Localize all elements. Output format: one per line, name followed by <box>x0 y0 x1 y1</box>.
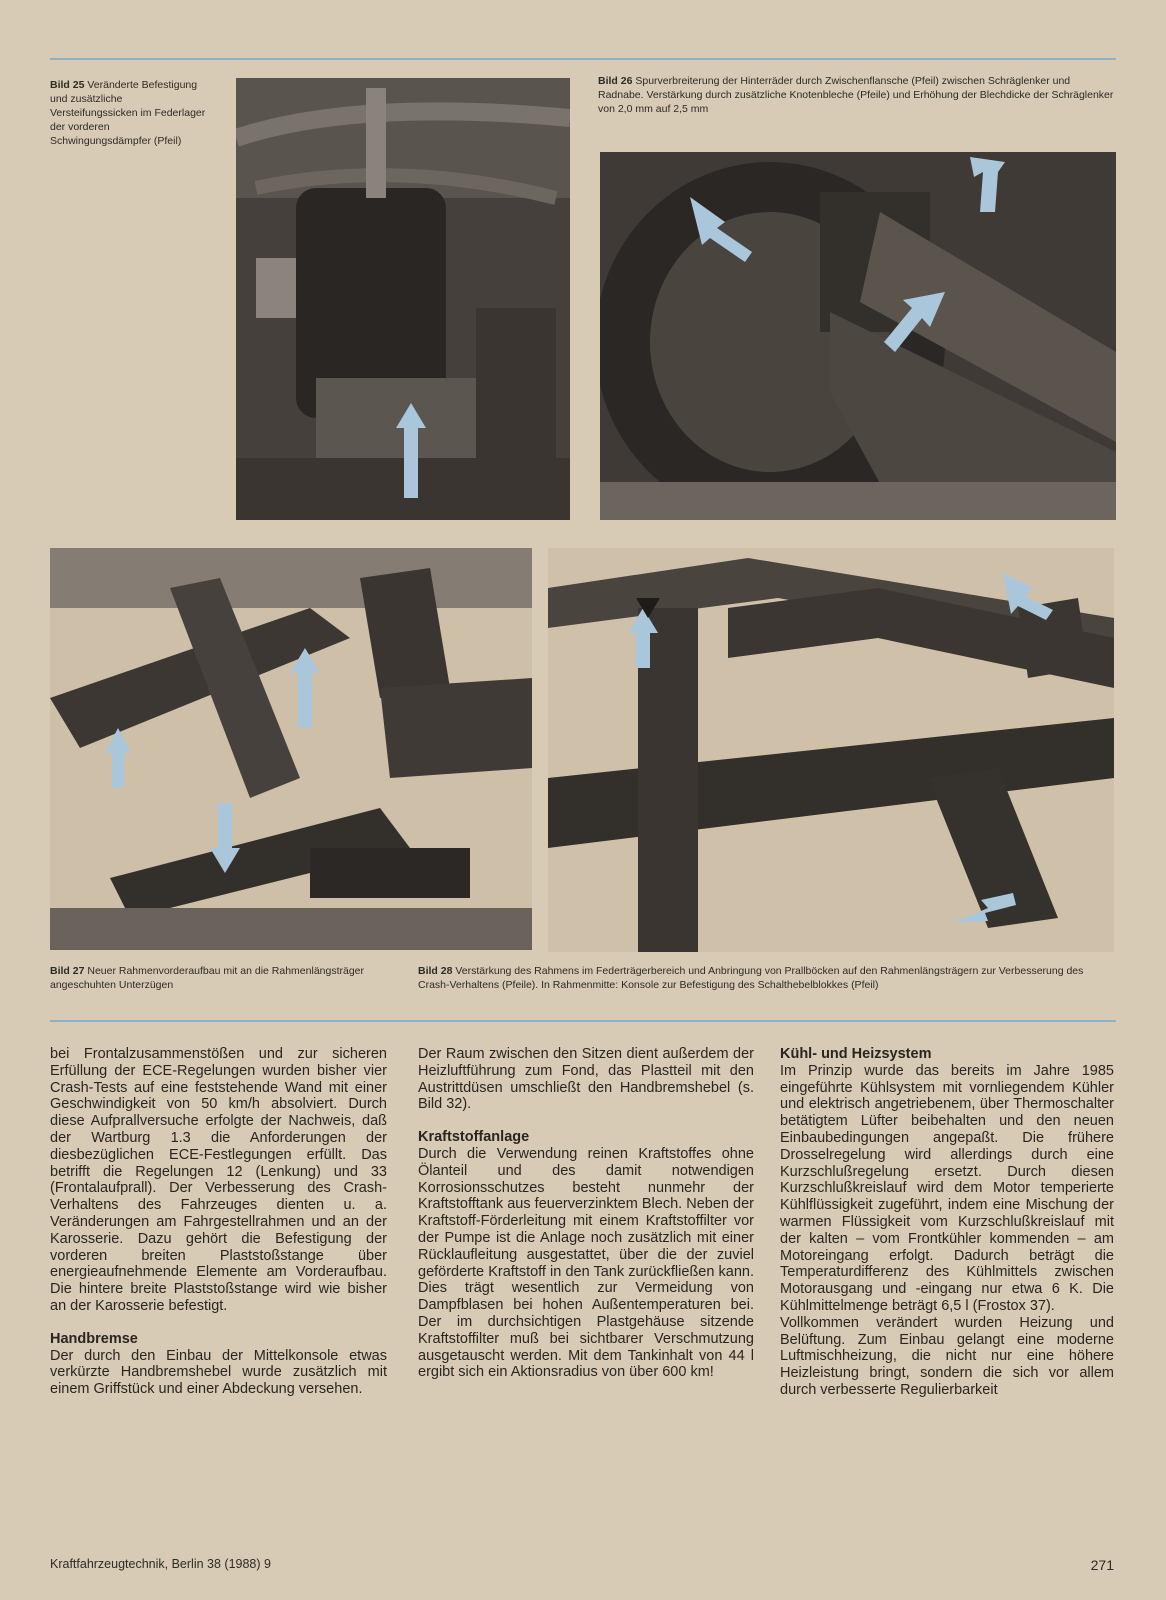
figure-caption-text: Neuer Rahmenvorderaufbau mit an die Rahmenlängsträger angeschuhten Unterzügen <box>50 965 365 991</box>
figure-label: Bild 25 <box>50 79 85 91</box>
caption-bild26 <box>598 74 1116 116</box>
middle-rule <box>50 1020 1116 1022</box>
section-heading: Handbremse <box>50 1330 138 1347</box>
paragraph: Vollkommen verändert wurden Heizung und Belüftung. Zum Einbau gelangt eine moderne Luftmischheizung, die nicht nur eine höhere Heizleistung bringt, sondern die sich vor allem durch verbesserte Regulierbarkeit <box>780 1314 1114 1398</box>
figure-caption-text: Veränderte Befestigung und zusätzliche Versteifungssicken im Federlager der vorderen Schwingungsdämpfer (Pfeil) <box>50 79 206 147</box>
top-rule <box>50 58 1116 60</box>
section-heading: Kühl- und Heizsystem <box>780 1046 932 1062</box>
photo-bild28 <box>548 548 1114 952</box>
paragraph: Der Raum zwischen den Sitzen dient außerdem der Heizluftführung zum Fond, das Plastteil mit den Austrittdüsen umschließt den Handbremshebel (s. Bild 32). <box>418 1046 754 1113</box>
text-column-1 <box>50 1046 387 1398</box>
footer-journal: Kraftfahrzeugtechnik, Berlin 38 (1988) 9 <box>50 1557 271 1571</box>
text-column-3 <box>780 1046 1114 1399</box>
figure-label: Bild 26 <box>598 75 633 87</box>
paragraph: Der durch den Einbau der Mittelkonsole etwas verkürzte Handbremshebel wurde zusätzlich mit einem Griffstück und einer Abdeckung versehen. <box>50 1347 387 1398</box>
photo-bild27 <box>50 548 532 950</box>
section-heading: Kraftstoffanlage <box>418 1129 530 1146</box>
caption-bild27 <box>50 964 406 992</box>
paragraph: Durch die Verwendung reinen Kraftstoffes ohne Ölanteil und des damit notwendigen Korrosionsschutzes besteht nunmehr der Kraftstofftank aus feuerverzinktem Blech. Neben der Kraftstoff-Förderleitung mit einem Kraftstoffilter vor der Pumpe ist die Anlage noch zusätzlich mit einer Rücklaufleitung ausgestattet, über die der zuviel geförderte Kraftstoff in den Tank zurückfließen kann. Dies trägt wesentlich zur Vermeidung von Dampfblasen bei hohen Außentemperaturen bei. Der im durchsichtigen Plastgehäuse sitzende Kraftstoffilter muß bei sichtbarer Verschmutzung ausgetauscht werden. Mit dem Tankinhalt von 44 l ergibt sich ein Aktionsradius von über 600 km! <box>418 1145 754 1381</box>
figure-label: Bild 28 <box>418 965 453 977</box>
caption-bild25 <box>50 78 210 148</box>
paragraph: Im Prinzip wurde das bereits im Jahre 1985 eingeführte Kühlsystem mit vornliegendem Kühler und elektrisch angetriebenem, über Thermoschalter betätigtem Lüfter beibehalten und den neuen Einbaubedingungen angepaßt. Die frühere Drosselregelung wird allerdings durch eine Kurzschlußregelung ersetzt. Durch diesen Kurzschlußkreislauf wird dem Motor temperierte Kühlflüssigkeit zugeführt, indem eine Mischung der warmen Flüssigkeit vom Kurzschlußkreislauf mit der kalten – vom Frontkühler kommenden – am Motoreingang erfolgt. Dadurch beträgt die Temperaturdifferenz des Kühlmittels zwischen Motorausgang und -eingang nur etwa 6 K. Die Kühlmittelmenge beträgt 6,5 l (Frostox 37). <box>780 1062 1114 1314</box>
photo-bild26 <box>600 152 1116 520</box>
text-column-2 <box>418 1046 754 1381</box>
page-number: 271 <box>1090 1557 1114 1573</box>
paragraph: bei Frontalzusammenstößen und zur sicheren Erfüllung der ECE-Regelungen wurden bisher vier Crash-Tests auf eine feststehende Wand mit einer Geschwindigkeit von 50 km/h absolviert. Durch diese Aufprallversuche erfolgte der Nachweis, daß der Wartburg 1.3 die Anforderungen der diesbezüglichen ECE-Festlegungen erfüllt. Das betrifft die Regelungen 12 (Lenkung) und 33 (Frontalaufprall). Der Verbesserung des Crash-Verhaltens des Fahrzeuges dienten u. a. Veränderungen am Fahrgestellrahmen und an der Karosserie. Dazu gehört die Befestigung der vorderen breiten Plaststoßstange über energieaufnehmende Elemente am Vorderaufbau. Die hintere breite Plaststoßstange wird wie bisher an der Karosserie befestigt. <box>50 1046 387 1314</box>
figure-caption-text: Spurverbreiterung der Hinterräder durch Zwischenflansche (Pfeil) zwischen Schräglenker und Radnabe. Verstärkung durch zusätzliche Knotenbleche (Pfeile) und Erhöhung der Blechdicke der Schräglenker von 2,0 mm auf 2,5 mm <box>598 75 1114 115</box>
figure-label: Bild 27 <box>50 965 85 977</box>
photo-bild25 <box>236 78 570 520</box>
caption-bild28 <box>418 964 1116 992</box>
figure-caption-text: Verstärkung des Rahmens im Federträgerbereich und Anbringung von Prallböcken auf den Rahmenlängsträgern zur Verbesserung des Crash-Verhaltens (Pfeile). In Rahmenmitte: Konsole zur Befestigung des Schalthebelblokkes (Pfeil) <box>418 965 1084 991</box>
